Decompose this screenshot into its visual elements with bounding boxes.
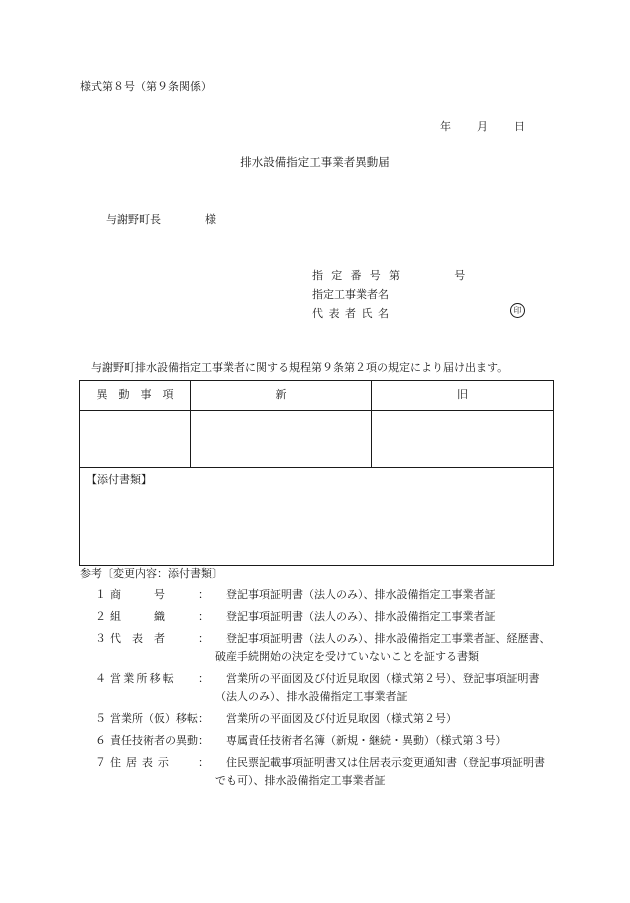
note-label: 住居表示 (110, 756, 174, 769)
business-row (312, 286, 465, 305)
note-description: 登記事項証明書（法人のみ）、排水設備指定工事業者証、経歴書、破産手続開始の決定を受けていないことを証する書類 (215, 632, 551, 663)
form-number: 様式第８号（第９条関係） (80, 80, 212, 93)
designation-label: 指定番号第 (312, 269, 409, 283)
note-number: １ (95, 588, 106, 601)
note-description: 専属責任技術者名簿（新規・継続・異動）（様式第３号） (226, 734, 507, 747)
table-header-row (80, 381, 554, 411)
cell-change-item[interactable] (80, 411, 191, 468)
note-label: 営業所移転 (110, 672, 176, 685)
note-description: 住民票記載事項証明書又は住居表示変更通知書（登記事項証明書でも可）、排水設備指定工事業者証 (215, 756, 545, 787)
notes-header: 参考〔変更内容：添付書類〕 (80, 567, 223, 580)
note-item: ６ 責任技術者の異動 ： 専属責任技術者名簿（新規・継続・異動）（様式第３号） (95, 732, 555, 750)
note-item: ４ 営業所移転 ： 営業所の平面図及び付近見取図（様式第２号）、登記事項証明書（法人のみ）、排水設備指定工事業者証 (95, 670, 555, 706)
business-label: 指定工事業者名 (312, 288, 389, 302)
note-item: ２ 組 織 ： 登記事項証明書（法人のみ）、排水設備指定工事業者証 (95, 608, 555, 626)
header-change-item: 異 動 事 項 (80, 381, 191, 411)
note-description: 登記事項証明書（法人のみ）、排水設備指定工事業者証 (226, 610, 496, 623)
note-label: 営業所（仮）移転 (110, 712, 198, 725)
note-number: ６ (95, 734, 106, 747)
notes-list (95, 586, 555, 794)
note-item: ５ 営業所（仮）移転 ： 営業所の平面図及び付近見取図（様式第２号） (95, 710, 555, 728)
note-number: ４ (95, 672, 106, 685)
representative-label: 代表者氏名 (312, 307, 395, 321)
note-item: ７ 住居表示 ： 住民票記載事項証明書又は住居表示変更通知書（登記事項証明書でも可）、排水設備指定工事業者証 (95, 754, 555, 790)
attachments-label: 【添付書類】 (86, 473, 152, 486)
change-table (79, 380, 554, 566)
note-label: 組 織 (110, 610, 165, 623)
note-number: ７ (95, 756, 106, 769)
addressee (106, 213, 216, 227)
header-old: 旧 (372, 381, 554, 411)
note-item: １ 商 号 ： 登記事項証明書（法人のみ）、排水設備指定工事業者証 (95, 586, 555, 604)
intro-text: 与謝野町排水設備指定工事業者に関する規程第９条第２項の規定により届け出ます。 (91, 361, 509, 374)
cell-new[interactable] (191, 411, 372, 468)
note-label: 代 表 者 (110, 632, 165, 645)
document-title: 排水設備指定工事業者異動届 (240, 155, 390, 169)
note-label: 商 号 (110, 588, 165, 601)
note-description: 営業所の平面図及び付近見取図（様式第２号） (226, 712, 457, 725)
note-number: ２ (95, 610, 106, 623)
designation-suffix: 号 (454, 269, 466, 283)
designation-row (312, 267, 465, 286)
date-month: 月 (477, 120, 488, 133)
note-description: 営業所の平面図及び付近見取図（様式第２号）、登記事項証明書（法人のみ）、排水設備指定工事業者証 (215, 672, 540, 703)
cell-old[interactable] (372, 411, 554, 468)
note-number: ５ (95, 712, 106, 725)
date-day: 日 (514, 120, 525, 133)
note-number: ３ (95, 632, 106, 645)
note-description: 登記事項証明書（法人のみ）、排水設備指定工事業者証 (226, 588, 496, 601)
addressee-name: 与謝野町長 (106, 213, 161, 226)
date-year: 年 (440, 120, 451, 133)
attachments-row (80, 468, 554, 566)
date-line (440, 120, 525, 134)
note-label: 責任技術者の異動 (110, 734, 198, 747)
note-item: ３ 代 表 者 ： 登記事項証明書（法人のみ）、排水設備指定工事業者証、経歴書、破産手続開始の決定を受けていないことを証する書類 (95, 630, 555, 666)
addressee-honorific: 様 (205, 213, 216, 226)
table-row (80, 411, 554, 468)
applicant-block (312, 267, 465, 324)
representative-row (312, 305, 465, 324)
header-new: 新 (191, 381, 372, 411)
attachments-cell[interactable] (80, 468, 554, 566)
seal-mark: 印 (510, 303, 525, 318)
